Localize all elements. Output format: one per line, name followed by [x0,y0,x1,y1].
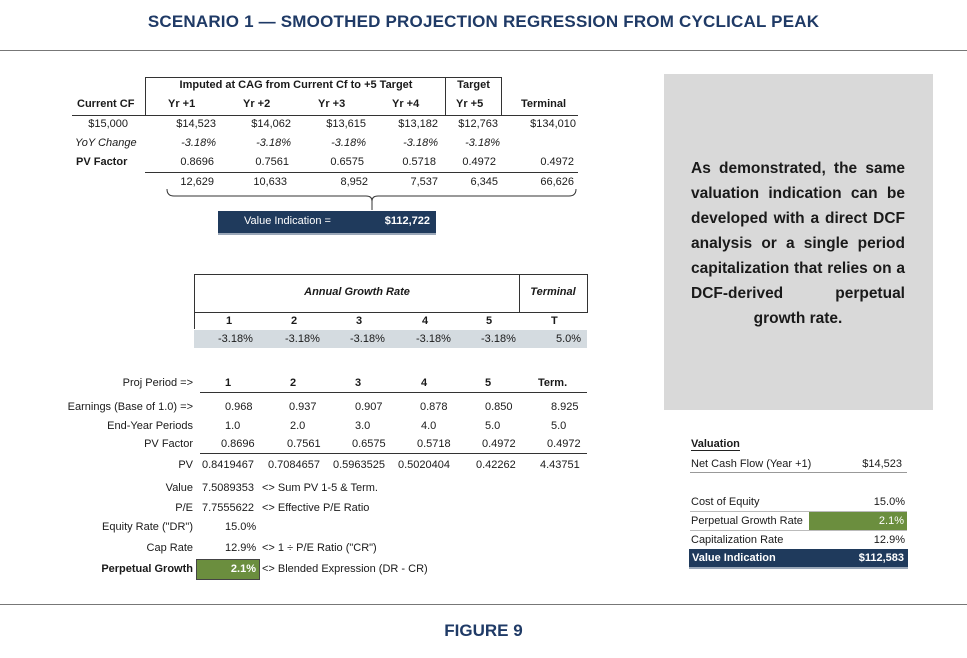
proj-pv-factor-cell: 0.7561 [287,438,321,450]
cash-flow-cell: $12,763 [458,118,498,130]
cost-of-equity-label: Cost of Equity [691,496,760,508]
year-header-4: Yr +4 [392,98,420,110]
proj-period-cell: 3 [355,377,362,389]
pv-cell: 8,952 [340,176,368,188]
terminal-header: Terminal [521,98,567,110]
valuation-result-amount: $112,583 [858,552,904,564]
pe-note: <> Effective P/E Ratio [262,502,370,514]
pv-factor-cell: 0.4972 [462,156,496,168]
perpetual-growth-label: Perpetual Growth [101,563,193,575]
net-cash-flow-label: Net Cash Flow (Year +1) [691,458,812,470]
footer-divider [0,604,967,605]
capitalization-rate-label: Capitalization Rate [691,534,784,546]
perpetual-growth-cell [196,559,260,580]
cash-flow-cell: $13,182 [398,118,438,130]
pv-cell: 66,626 [540,176,574,188]
perpetual-growth-rate-cell [809,512,907,530]
earnings-label: Earnings (Base of 1.0) => [67,401,193,413]
perpetual-growth-rate-label: Perpetual Growth Rate [691,515,803,527]
target-header: Target [457,79,490,91]
cash-flow-cell: $14,523 [176,118,216,130]
cost-of-equity-value: 15.0% [873,496,905,508]
earnings-cell: 8.925 [551,401,579,413]
proj-period-cell: Term. [538,377,568,389]
pv-row-cell: 0.5963525 [333,459,385,471]
pv-row-cell: 0.42262 [476,459,516,471]
pv-row-cell: 0.5020404 [398,459,450,471]
growth-period: 4 [422,315,429,327]
growth-rate-cell: -3.18% [285,333,320,345]
valuation-result-label: Value Indication [692,552,776,564]
earnings-cell: 0.907 [355,401,383,413]
proj-period-cell: 2 [290,377,297,389]
cap-rate-label: Cap Rate [146,542,193,554]
value-indication-bar [218,211,436,235]
yoy-cell: -3.18% [331,137,366,149]
current-cf-value: $15,000 [88,118,128,130]
cap-rate-note: <> 1 ÷ P/E Ratio ("CR") [262,542,377,554]
earnings-cell: 0.937 [289,401,317,413]
growth-rate-cell: -3.18% [416,333,451,345]
title-divider [0,50,967,51]
pv-row-cell: 0.8419467 [202,459,254,471]
year-header-5: Yr +5 [456,98,484,110]
proj-period-cell: 5 [485,377,492,389]
pv-cell: 12,629 [180,176,214,188]
cash-flow-cell: $13,615 [326,118,366,130]
page-title: SCENARIO 1 — SMOOTHED PROJECTION REGRESSION FROM CYCLICAL PEAK [147,12,820,31]
growth-period: T [551,315,558,327]
annual-growth-header: Annual Growth Rate [304,286,410,298]
explanation-text: As demonstrated, the same valuation indication can be developed with a direct DCF analysis or a single period capitalization that relies on a DCF-derived perpetual growth rate. [691,160,905,327]
end-year-cell: 5.0 [485,420,501,432]
current-cf-header: Current CF [77,98,135,110]
cap-rate-amount: 12.9% [225,542,257,554]
growth-rate-cell: -3.18% [218,333,253,345]
end-year-label: End-Year Periods [107,420,193,432]
capitalization-rate-value: 12.9% [873,534,905,546]
pv-factor-cell: 0.6575 [330,156,364,168]
figure-label: FIGURE 9 [444,621,523,640]
proj-pv-factor-cell: 0.4972 [482,438,516,450]
pv-factor-cell: 0.5718 [402,156,436,168]
perpetual-growth-rate-value: 2.1% [878,515,904,527]
cash-flow-cell: $14,062 [251,118,291,130]
pv-cell: 6,345 [470,176,498,188]
value-indication-label: Value Indication = [244,215,331,227]
growth-rate-cell: -3.18% [350,333,385,345]
proj-pv-factor-cell: 0.6575 [352,438,386,450]
pv-row-cell: 0.7084657 [268,459,320,471]
proj-period-cell: 4 [421,377,428,389]
equity-rate-label: Equity Rate ("DR") [102,521,193,533]
pv-factor-label: PV Factor [76,156,128,168]
year-header-2: Yr +2 [243,98,271,110]
perpetual-growth-note: <> Blended Expression (DR - CR) [262,563,428,575]
pe-amount: 7.7555622 [202,502,254,514]
value-note: <> Sum PV 1-5 & Term. [262,482,378,494]
perpetual-growth-value: 2.1% [230,563,256,575]
growth-period: 1 [226,315,233,327]
end-year-cell: 5.0 [551,420,567,432]
proj-pv-factor-cell: 0.5718 [417,438,451,450]
yoy-cell: -3.18% [403,137,438,149]
end-year-cell: 2.0 [290,420,306,432]
value-indication-amount: $112,722 [384,215,430,227]
earnings-cell: 0.850 [485,401,513,413]
end-year-cell: 1.0 [225,420,241,432]
end-year-cell: 4.0 [421,420,437,432]
cash-flow-cell: $134,010 [530,118,576,130]
growth-rate-cell: -3.18% [481,333,516,345]
year-header-1: Yr +1 [168,98,196,110]
proj-pv-factor-label: PV Factor [144,438,193,450]
pv-factor-cell: 0.4972 [540,156,574,168]
growth-period: 2 [291,315,298,327]
yoy-cell: -3.18% [256,137,291,149]
valuation-result-bar [689,549,908,569]
terminal-growth-header: Terminal [530,286,576,298]
yoy-cell: -3.18% [465,137,500,149]
growth-period: 3 [356,315,363,327]
year-header-3: Yr +3 [318,98,346,110]
yoy-label: YoY Change [75,137,137,149]
valuation-header: Valuation [691,438,740,450]
earnings-cell: 0.968 [225,401,253,413]
equity-rate-amount: 15.0% [225,521,257,533]
pv-label: PV [178,459,193,471]
growth-rate-cell: 5.0% [556,333,582,345]
pv-cell: 7,537 [410,176,438,188]
yoy-cell: -3.18% [181,137,216,149]
pv-factor-cell: 0.7561 [255,156,289,168]
pe-label: P/E [175,502,193,514]
proj-period-cell: 1 [225,377,232,389]
net-cash-flow-value: $14,523 [862,458,902,470]
proj-period-label: Proj Period => [122,377,193,389]
proj-pv-factor-cell: 0.8696 [221,438,255,450]
pv-row-cell: 4.43751 [540,459,580,471]
group-header: Imputed at CAG from Current Cf to +5 Target [179,79,413,91]
end-year-cell: 3.0 [355,420,371,432]
pv-cell: 10,633 [253,176,287,188]
pv-factor-cell: 0.8696 [180,156,214,168]
growth-period: 5 [486,315,493,327]
earnings-cell: 0.878 [420,401,448,413]
value-label: Value [165,482,193,494]
value-amount: 7.5089353 [202,482,254,494]
proj-pv-factor-cell: 0.4972 [547,438,581,450]
